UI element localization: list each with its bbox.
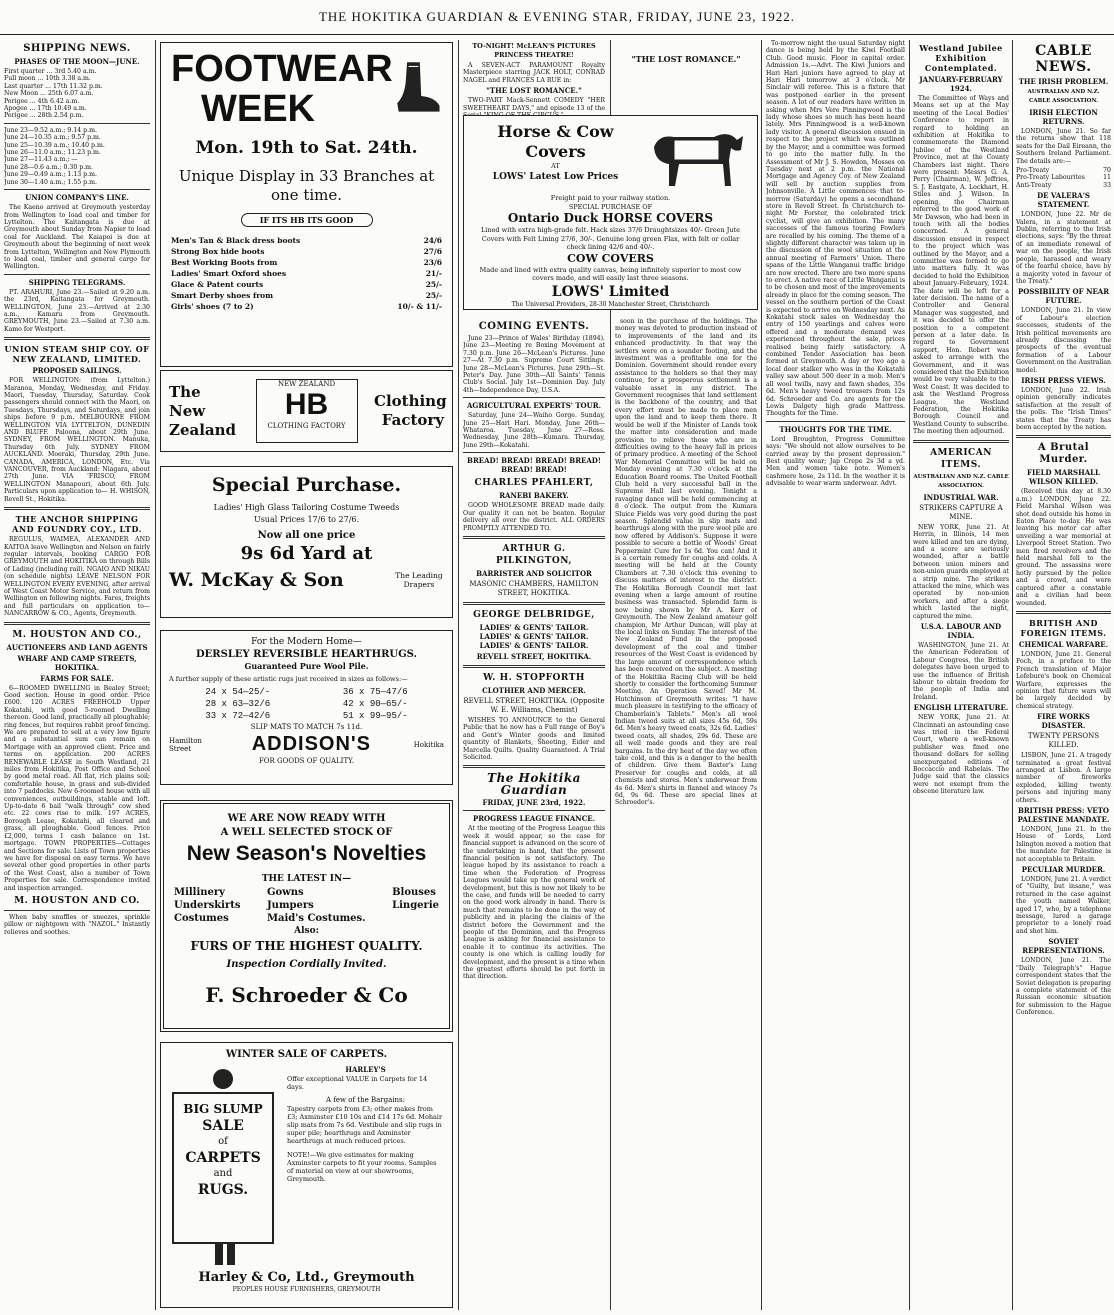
stopforth-sub: CLOTHIER AND MERCER. xyxy=(482,685,586,695)
addison-line1: DERSLEY REVERSIBLE HEARTHRUGS. xyxy=(196,649,417,660)
nz-brand-left: The New Zealand xyxy=(169,382,237,439)
nazol-text: When baby snuffles or sneezes, sprinkle pillow or nightgown with "NAZOL." Instantly relieves and soothes. xyxy=(4,913,150,936)
nz-brand-right: Clothing Factory xyxy=(374,392,447,429)
mckay-brand: W. McKay & Son xyxy=(169,569,344,591)
nz-clothing-ad xyxy=(160,370,453,452)
uss-title: UNION STEAM SHIP COY. OF NEW ZEALAND, LIMITED. xyxy=(4,344,150,365)
footwear-item: Ladies' Smart Oxford shoes 21/- xyxy=(171,269,442,278)
moon-phase-list xyxy=(4,68,150,120)
moon-row: First quarter ... 3rd 5.40 a.m. xyxy=(4,68,97,75)
schroeder-also: Also: xyxy=(294,926,319,936)
mckay-ad xyxy=(160,466,453,618)
election-results xyxy=(1016,167,1111,189)
footwear-item: Best Working Boots from 23/6 xyxy=(171,258,442,267)
moon-title: PHASES OF THE MOON—JUNE. xyxy=(14,57,140,66)
column-rule xyxy=(155,40,156,1310)
american-title: AMERICAN ITEMS. xyxy=(930,447,992,470)
moon-row: Apogee ... 17th 10.49 a.m. xyxy=(4,105,87,113)
addison-line2: Guaranteed Pure Wool Pile. xyxy=(244,661,369,671)
result-row: Anti-Treaty 33 xyxy=(1016,181,1111,189)
column-rule xyxy=(458,40,459,1310)
jubilee-text: The Committee of Ways and Means set up at the May meeting of the Local Bodies' Conference to report in regard to holding an exhibition at Hokitika to commemorate the Diamond Jubilee of the Westland Province, met at the County Chambers last night. There were present: Messrs G. A. Perry (Chairman), W. Jeffries, S. J. Eastgate, A. Lockhart, H. Stiles and J. Wilson. In opening, the Chairman referred to the good work of Mr Dawson, who had been in touch with all the bodies concerned. A general discussion ensued in respect to the project which was outlined by the Mayor, and a committee was formed to go into matters fully. It was decided to hold the Exhibition about January-February, 1924. The date will be left for a later decision. The name of a Controller and General Manager was suggested, and it was decided to offer the position to a competent person at a later date. In regard to Government support, Hon. Robert was asked to arrange with the Government, and it was considered that the Exhibition would be very valuable to the West Coast. It was decided to ask the Westland Progress League, the Westland Federation, the Hokitika Borough Council and Westland County to subscribe. The meeting then adjourned. xyxy=(913,95,1009,436)
tide-table xyxy=(4,127,150,186)
harley-offer: Offer exceptional VALUE in Carpets for 14 days. xyxy=(287,1075,428,1091)
column-6 xyxy=(913,40,1009,1310)
industrial-text: NEW YORK, June 21. At Herrin, in Illinois, 14 men were killed and ten are dying, and a score are seriously wounded, after a battle between union miners and non-union guards employed at a strip mine. The strikers attacked the mine, which was operated by non-union workers, and after a siege which lasted the night, captured the mine. xyxy=(913,523,1009,620)
moon-row: Last quarter ... 17th 11.32 p.m. xyxy=(4,82,103,90)
mckay-line1: Ladies' High Glass Tailoring Costume Tweeds xyxy=(213,503,400,512)
schroeder-title: New Season's Novelties xyxy=(186,842,427,865)
tide-row: June 29—0.49 a.m.; 1.13 p.m. xyxy=(4,171,97,179)
uss-text: FOR WELLINGTON: (from Lyttelton.) Maranoa, Monday, Wednesday, and Friday. Maori, Tuesday, Thursday, Saturday. Cook passengers should connect with the Maori, on Tuesdays, Thursdays, and Saturdays, and join ships before 9 p.m. MELBOURNE FROM WELLINGTON VIA LYTTELTON, DUNEDIN AND BLUFF. Paloona, about 29th June. SYDNEY, FROM WELLINGTON. Manuka, Thursday 6th July. SYDNEY FROM AUCKLAND. Moeraki, Thursday, 29th June. CANADA, AMERICA, LONDON, Etc. Via VANCOUVER, from Auckland: Niagara, about 27th June. VIA 'FRISCO, FROM WELLINGTON Manapouri, about 6th July. Particulars upon application to— H. WHISON, Revell St., Hokitika. xyxy=(4,377,150,503)
jubilee-sub: JANUARY-FEBRUARY 1924. xyxy=(919,75,1003,93)
election-title: IRISH ELECTION RETURNS. xyxy=(1029,108,1098,126)
baker-text: GOOD WHOLESOME BREAD made daily. Our quality it can not be beaten. Regular delivery all over the district. ALL ORDERS PROMPTLY ATTENDED TO. xyxy=(463,502,605,532)
schroeder-furs: FURS OF THE HIGHEST QUALITY. xyxy=(190,939,423,953)
mckay-line2: Usual Prices 17/6 to 27/6. xyxy=(253,515,360,524)
column-4-top xyxy=(615,40,757,112)
footwear-ad xyxy=(160,42,453,367)
footwear-item: Girls' shoes (7 to 2) 10/- & 11/- xyxy=(171,302,442,311)
tide-row: June 28—0.6 a.m.; 0.30 p.m. xyxy=(4,163,93,171)
delbridge-address: REVELL STREET, HOKITIKA. xyxy=(476,651,592,661)
murder-text: (Received this day at 8.30 a.m.) LONDON, June 22. Field Marshal Wilson was shot dead outside his home in Eaton Place to-day. He was leaving his motor car after unveiling a war memorial at Liverpool Street Station. Two men fired revolvers and the field marshal fell to the ground. The assassins were hotly pursued by the police and a crowd, and were captured after a constable and a civilian had been wounded. xyxy=(1016,488,1111,607)
mckay-line3: Now all one price xyxy=(257,530,356,541)
hb-logo: NEW ZEALAND HB CLOTHING FACTORY xyxy=(256,379,358,443)
footwear-dates: Mon. 19th to Sat. 24th. xyxy=(195,138,418,158)
horse-icon xyxy=(639,122,749,192)
theatre-header: TO-NIGHT! McLEAN'S PICTURES PRINCESS THEATRE! xyxy=(472,42,596,59)
schroeder-list-3: Blouses Lingerie xyxy=(392,887,439,911)
coming-events-title: COMING EVENTS. xyxy=(478,321,590,332)
harley-foot: PEOPLES HOUSE FURNISHERS, GREYMOUTH xyxy=(232,1286,381,1293)
agri-text: Saturday, June 24—Waiho Gorge. Sunday, June 25—Hari Hari. Monday, June 26th—Whataroa. Tuesday, June 27—Ross. Wednesday, June 28th—Kumara. Thursday, June 29th—Kokatahi. xyxy=(463,412,605,449)
fire-sub: TWENTY PERSONS KILLED. xyxy=(1027,732,1100,750)
tide-row: June 27—11.43 a.m.; — xyxy=(4,156,78,164)
irish-title: THE IRISH PROBLEM. xyxy=(1018,77,1109,86)
press-text: LONDON, June 22. Irish opinion generally indicates satisfaction at the result of the polls. The "Irish Times" states that the Treaty has been accepted by the nation. xyxy=(1016,386,1111,431)
schroeder-list-1: Millinery Underskirts Costumes xyxy=(174,887,241,924)
devalera-text: LONDON, June 22. Mr de Valera, in a statement at Dublin, referring to the Irish elections, says: "By the threat of an immediate renewal of war on the people, the Irish people, harassed and weary of the fearful choice, have by a majority voted in favour of the Treaty." xyxy=(1016,211,1111,285)
addison-town: Hokitika xyxy=(413,740,444,749)
union-title: UNION COMPANY'S LINE. xyxy=(25,193,129,203)
labour-title: U.S.A. LABOUR AND INDIA. xyxy=(920,621,1002,640)
schroeder-brand: F. Schroeder & Co xyxy=(205,983,408,1007)
addison-tag: FOR GOODS OF QUALITY. xyxy=(258,757,355,765)
progress-league-title: PROGRESS LEAGUE FINANCE. xyxy=(472,814,596,824)
footwear-item: Strong Box hide boots 27/6 xyxy=(171,247,442,256)
stopforth-text: WISHES TO ANNOUNCE to the General Public that he now has a Full range of Boy's and Gent's Winter goods and limited quantity of Blankets, Sheeting, Eider and Marcella Quilts. Quality Guaranteed. A Trial Solicited. xyxy=(463,716,605,761)
footwear-title: FOOTWEAR xyxy=(171,48,393,90)
pilkington-title: ARTHUR G. PILKINGTON, xyxy=(495,543,573,566)
harley-sub: HARLEY'S xyxy=(345,1065,386,1074)
literature-text: NEW YORK, June 21. At Cincinnati an astounding case was tried in the Federal Court, where a well-known publisher was fined one thousand dollars for selling unexpurgated editions of Boccaccio and Rabelais. The Judge said that the classics were not exempt from the obscene literature law. xyxy=(913,714,1009,796)
result-row: Pro-Treaty 70 xyxy=(1016,167,1111,175)
bfi-title: BRITISH AND FOREIGN ITEMS. xyxy=(1020,617,1107,638)
column-3-lower xyxy=(463,318,605,1308)
schroeder-invite: Inspection Cordially Invited. xyxy=(226,959,387,970)
murder-sub: FIELD MARSHALL WILSON KILLED. xyxy=(1027,468,1100,487)
literature-title: ENGLISH LITERATURE. xyxy=(913,703,1009,713)
houston-signature: M. HOUSTON AND CO. xyxy=(14,895,140,906)
horse-title-2: Covers xyxy=(525,142,586,161)
future-text: LONDON, June 21. In view of Labour's election successes, students of the Irish political movements are already discussing the prospects of the eventual formation of a Labour Government on the Australian model. xyxy=(1016,307,1111,374)
rug-sizes-left: 24 x 54—25/- 28 x 63—32/6 33 x 72—42/6 xyxy=(205,687,271,721)
chem-text: LONDON, June 21. General Foch, in a preface to the French translation of Major Lefebure's book on Chemical Warfare, expresses the opinion that future wars will be largely decided by chemical strategy. xyxy=(1016,650,1111,710)
schroeder-ad xyxy=(160,800,453,1032)
houston-address: WHARF AND CAMP STREETS, HOKITIKA. xyxy=(17,653,137,672)
schroeder-list-2: Gowns Jumpers Maid's Costumes. xyxy=(266,887,366,924)
palestine-title: BRITISH PRESS: VETO PALESTINE MANDATE. xyxy=(1017,806,1110,824)
telegrams-title: SHIPPING TELEGRAMS. xyxy=(28,277,126,287)
slump-sign: BIG SLUMP SALE of CARPETS and RUGS. xyxy=(169,1065,279,1270)
thoughts-text: Lord Broughton, Progress Committee says: "We should not allow ourselves to be carried away by the present depression." Best quality wear; Jap Crepe 2s 3d a yd. Men and women take note. Women's cashmere hose, 2s 11d. In the weather it is advisable to wear warm underwear. Advt. xyxy=(766,435,905,488)
election-text: LONDON, June 21. So far the returns show that 118 seats for the Dail Eireann, the Southern Ireland Parliament. The details are:— xyxy=(1016,128,1111,165)
agri-title: AGRICULTURAL EXPERTS' TOUR. xyxy=(466,401,602,411)
rug-sizes-right: 36 x 75—47/6 42 x 90—65/- 51 x 99—95/- xyxy=(342,687,408,721)
fire-text: LISBON, June 21. A tragedy terminated a great festival arranged at Lisbon. A large number of fireworks exploded, killing twenty persons and injuring many others. xyxy=(1016,752,1111,804)
horse-cover-ad: Horse & Cow Covers AT LOWS' Latest Low Prices Freight paid to your railway station. SPECIAL PURCHASE OF Ontario Duck HORSE COVERS Lined with extra high-grade felt. Hack sizes 37/6 Draughtsizes 40/- Green Jute Covers with Felt Lining 27/6, 30/-. Genuine long green Flax, with felt or collar check lining 42/6 and 40/-. COW COVERS Made and lined with extra quality canvas, being infinitely superior to most cow covers made, and will easily last three seasons. LOWS' Limited The Universal Providers, 28-30 Manchester Street, Christchurch xyxy=(463,115,758,310)
footwear-title-2: WEEK xyxy=(201,88,315,130)
progress-league-text: At the meeting of the Progress League this week it would appear, so the case for financial support is advanced on the score of the undertaking in hand, that the present financial position is not satisfactory. The league hoped by its assistance to reach a time when the Federation of Progress Leagues would take up the general work of development, but this is now not likely to be the case, and funds will be needed to carry on the good work already in hand. There is much that remains to be done in the way of publicity and in placing the claims of the district before the Government and the people of the Dominion, and the Progress League is asking for financial assistance to enable it to continue its activities. The county is one which is calling loudly for development, and the present is a time when the greatest efforts should be put forth in that direction. xyxy=(463,825,605,981)
mckay-tag: The Leading Drapers xyxy=(395,571,443,589)
stopforth-title: W. H. STOPFORTH xyxy=(483,672,585,683)
american-sub: AUSTRALIAN AND N.Z. CABLE ASSOCIATION. xyxy=(913,473,1009,489)
houston-sub: AUCTIONEERS AND LAND AGENTS xyxy=(6,642,148,652)
addison-location: Hamilton Street xyxy=(169,736,202,753)
cable-title: CABLE NEWS. xyxy=(1035,43,1092,75)
houston-title: M. HOUSTON AND CO., xyxy=(12,629,142,640)
peculiar-text: LONDON, June 21. A verdict of "Guilty, but insane," was returned in the case against the youth named Walker, aged 17, who, by a telephone message, lured a garage proprietor to a lonely road and shot him. xyxy=(1016,876,1111,935)
addison-brand: ADDISON'S xyxy=(251,733,372,755)
hb-logo-mark: HB xyxy=(284,388,329,421)
lost-romance-1: "THE LOST ROMANCE." xyxy=(486,86,582,96)
moon-row: Perigee ... 28th 2.54 p.m. xyxy=(4,112,84,120)
schroeder-latest: THE LATEST IN— xyxy=(261,874,352,884)
theatre-sub: A SEVEN-ACT PARAMOUNT Royalty Masterpiece starring JACK HOLT, CONRAD NAGEL and FRANCES LA RUE in: xyxy=(463,62,605,84)
boot-icon xyxy=(393,49,442,129)
delbridge-title: GEORGE DELBRIDGE, xyxy=(473,609,595,620)
schroeder-line1: WE ARE NOW READY WITH xyxy=(227,813,386,824)
pilkington-sub: BARRISTER AND SOLICITOR xyxy=(476,568,592,578)
masthead: THE HOKITIKA GUARDIAN & EVENING STAR, FRIDAY, JUNE 23, 1922. xyxy=(0,0,1114,35)
tide-row: June 26—11.0 a.m.; 11.23 p.m. xyxy=(4,149,101,157)
harley-brand: Harley & Co, Ltd., Greymouth xyxy=(198,1270,415,1285)
bread-banner: BREAD! BREAD! BREAD! BREAD! BREAD! BREAD! xyxy=(467,456,601,475)
column-rule xyxy=(1012,40,1013,1310)
labour-text: WASHINGTON, June 21. At the American Federation of Labour Congress, the British delegates have been urged to use the influence of British labour to obtain freedom for the people of India and Ireland. xyxy=(913,641,1009,701)
chem-title: CHEMICAL WARFARE. xyxy=(1018,639,1109,649)
coming-events-text: June 23—Prince of Wales' Birthday (1894). June 23—Meeting re Boxing Movement at 7.30 p.m. June 26—McLean's Pictures. June 27—At 7.30 p.m. Supreme Court Sittings. June 28—McLean's Pictures. June 29th—St. Peter's Day. June 30th—All Saints' Tennis Club's Social. July 1st—Dominion Day. July 4th—Independence Day, U.S.A. xyxy=(463,335,605,394)
baker-sub: RANEBI BAKERY. xyxy=(499,491,569,501)
shipping-title: SHIPPING NEWS. xyxy=(23,43,131,54)
delbridge-text: LADIES' & GENTS' TAILOR. LADIES' & GENTS' TAILOR. LADIES' & GENTS' TAILOR. xyxy=(479,622,589,650)
mckay-price: 9s 6d Yard at xyxy=(240,543,373,564)
jubilee-title: Westland Jubilee Exhibition Contemplated. xyxy=(919,43,1003,73)
thoughts-title: THOUGHTS FOR THE TIME. xyxy=(779,424,892,434)
peculiar-title: PECULIAR MURDER. xyxy=(1021,865,1106,875)
addison-ad xyxy=(160,630,453,785)
result-row: Pro-Treaty Labourites 11 xyxy=(1016,174,1111,182)
column-cable xyxy=(1016,40,1111,1310)
anchor-text: REGULUS, WAIMEA, ALEXANDER AND KAITOA leave Wellington and Nelson on fairly regular intervals, booking CARGO FOR GREYMOUTH and HOKITIKA on through Bills of Lading (including rail). NGAIO AND NIKAU (on schedule nights) LEAVE NELSON FOR WELLINGTON EVERY EVENING, after arrival of West Coast Motor Service, and return from Wellington on following nights. Fares, freights and full particulars on application to— NANCARROW & CO., Agents, Greymouth. xyxy=(4,536,150,618)
moon-row: Full moon ... 10th 3.38 a.m. xyxy=(4,75,91,83)
harley-items: Tapestry carpets from £3; other makes from £3; Axminster £10 10s and £14 17s 6d. Mohair slip mats from 7s 6d. Vestibule and slip rugs in super pile; hearthrugs and Axminster hearthrugs at much reduced prices. xyxy=(287,1105,443,1145)
stopforth-address: REVELL STREET, HOKITIKA. (Opposite W. E. Williams, Chemist) xyxy=(463,696,605,714)
mckay-title: Special Purchase. xyxy=(211,474,402,496)
moon-row: Perigee ... 4th 6.42 a.m. xyxy=(4,97,80,105)
pilkington-address: MASONIC CHAMBERS, HAMILTON STREET, HOKITIKA. xyxy=(469,579,599,597)
harley-title: WINTER SALE OF CARPETS. xyxy=(225,1049,388,1060)
footwear-display: Unique Display in 33 Branches at one time. xyxy=(178,167,435,204)
tide-row: June 25—10.39 a.m.; 10.40 p.m. xyxy=(4,141,105,149)
uss-sub: PROPOSED SAILINGS. xyxy=(32,366,122,376)
lost-romance-2: "THE LOST ROMANCE." xyxy=(631,54,741,64)
palestine-text: LONDON, June 21. In the House of Lords, Lord Islington moved a motion that the mandate for Palestine is not acceptable to Britain. xyxy=(1016,826,1111,863)
theatre-sub-2: TWO-PART Mack-Sennett COMEDY "HER SWEETHEART DAYS," and episode 13 of the xyxy=(463,97,605,112)
hb-badge: IF ITS HB ITS GOOD xyxy=(241,213,373,227)
harley-ad xyxy=(160,1042,453,1308)
column-shipping xyxy=(4,40,150,1310)
press-title: IRISH PRESS VIEWS. xyxy=(1021,375,1106,385)
soviet-text: LONDON, June 21. The "Daily Telegraph's" Hague correspondent states that the Soviet delegation is preparing a complete statement of the Russian economic situation for submission to the Hague Conference. xyxy=(1016,957,1111,1017)
column-4 xyxy=(615,318,757,1308)
column-5 xyxy=(766,40,905,1310)
union-text: The Kaeno arrived at Greymouth yesterday from Wellington to load coal and timber for Lyttelton. The Kaitangata is due at Greymouth about Sunday from Napier to load coal for Auckland. The Kaiapoi is due at Greymouth about the beginning of next week from Lyttelton, Wellington and New Plymouth to load coal, timber and general cargo for Wellington. xyxy=(4,204,150,271)
column-5-text: To-morrow night the usual Saturday night dance is being held by the Kiwi Football Club. Good music. Floor in capital order. Admission 1s.—Advt. The Kiwi Juniors and Hari Hari juniors have agreed to play at Hari Hari tomorrow at 3 o'clock. Mr Sinclair will referee. This is a fixture that was postponed earlier in the present season. A lot of our readers have written in asking when Mrs Vere Pinningwood is the lady whose shoes so much has been heard lately. Mrs Pinningwood is a well-known lady visitor. A general discussion ensued in respect to the project which was outlined by the Mayor, and a committee was formed to go into the matter fully. In the Assessment of Mr J. S. Howdon, Mosses on Tuesday next at 2 p.m. the National Mortgage and Agency Coy. of New Zealand will sell by auction supplies from Johnsonville. A Little commences that to-morrow (Saturday) he opens a secondhand store in Revell Street. In Christchurch to-night Mr Forster, the celebrated trick cyclist, will give an exhibition. The many successes of the famous touring Fowlers are recalled by his coming. The theme of a slightly different character was taken up in the discussion of the wool situation at the annual meeting of Farmers' Union. There spans of the Little Wanganui traffic bridge are now erected. There are two more spans to erect. A native race of Little Wanganui is to be chosen and most of the improvements already in place for the coming season. The vessel on the southern portion of the Coast is expected to arrive on Wednesday next. As Kokatahi stock sales on Wednesday the entry of 150 yearlings and calves were offered and a moderate demand was experienced throughout the sale, prices realised being fairly satisfactory. A combined Tender Association has been formed at Greymouth. A day or two ago a local deer stalker who was in the Kokatahi valley saw about 500 deer in a mob. Men's all wool twills, navy and fawn shades, 35s 6d. Men's heavy tweed trousers from 12s 6d. Schroeder and Co. are agents for the Lewis Dalgety high grade Mattress. Thoughts for the Time. xyxy=(766,40,905,418)
harley-note: NOTE!—We give estimates for making Axminster carpets to fit your rooms. Samples of material on view at our showrooms, Greymouth. xyxy=(287,1151,437,1183)
future-title: POSSIBILITY OF NEAR FUTURE. xyxy=(1017,287,1110,306)
tide-row: June 24—10.35 a.m.; 9.57 p.m. xyxy=(4,134,101,142)
footwear-item: Glace & Patent courts 25/- xyxy=(171,280,442,289)
paper-date: FRIDAY, JUNE 23rd, 1922. xyxy=(482,798,586,808)
soviet-title: SOVIET REPRESENTATIONS. xyxy=(1022,937,1105,956)
devalera-title: DE VALERA'S STATEMENT. xyxy=(1037,191,1090,210)
tide-row: June 23—9.52 a.m.; 9.14 p.m. xyxy=(4,126,97,134)
paper-title: The Hokitika Guardian xyxy=(487,771,581,798)
anchor-title: THE ANCHOR SHIPPING AND FOUNDRY COY., LTD. xyxy=(12,514,142,535)
addison-line3: A further supply of these artistic rugs just received in sizes as follows:— xyxy=(169,675,408,683)
farms-text: 6—ROOMED DWELLING in Bealey Street; Good section. House in good order. Price £600. 120 ACRES FREEHOLD Upper Kokatahi, with good 5-roomed Dwelling thereon. Good land, practically all ploughable; ring fences, but requires rabbit proof fencing. We are prepared to sell at a very low figure and a substantial sum can remain on Mortgage with an approved client. Price and terms on application. 200 ACRES RENEWABLE LEASE in South Westland, 21 miles from Hokitika, Post Office and School by good metal road. All flat, rich plains soil; comfortable house, in grass and sub-divided into 7 paddocks. New 6-roomed house with all conveniences, outbuildings, stable and loft. Up-to-date 6 bail "walk through" cow shed etc. 22 cows rise to milk. 197 ACRES, Borough Lease, Kokatahi, all cleared and grass, all ploughable. Good fences. Price £2,000, terms 1 cash balance on 1st. mortgage. TOWN PROPERTIES—Cottages and Sections for sale. Lists of Town properties we have for disposal on easy terms. We have several other good properties in other parts of the West Coast, also a number of Town Properties for sale. Correspondence invited and inspection arranged. xyxy=(4,684,150,892)
murder-title: A Brutal Murder. xyxy=(1037,442,1090,466)
footwear-item: Smart Derby shoes from 25/- xyxy=(171,291,442,300)
farms-title: FARMS FOR SALE. xyxy=(40,673,114,683)
tide-row: June 30—1.40 a.m.; 1.55 p.m. xyxy=(4,178,97,186)
horse-title: Horse & Cow xyxy=(497,122,614,141)
moon-row: New Moon ... 25th 6.07 a.m. xyxy=(4,90,94,98)
telegrams-text: PT. ARAHURI, June 23.—Sailed at 9.20 a.m. the 23rd, Kaitangata for Greymouth. WELLINGTON, June 23.—Arrived at 2.30 a.m., Kamaru from Greymouth. GREYMOUTH, June 23.—Sailed at 7.30 a.m. Kamo for Westport. xyxy=(4,288,150,333)
irish-sub: AUSTRALIAN AND N.Z. CABLE ASSOCIATION. xyxy=(1027,89,1100,104)
column-rule xyxy=(909,40,910,1310)
harley-few: A few of the Bargains: xyxy=(326,1096,405,1104)
baker-title: CHARLES PFAHLERT, xyxy=(474,478,594,489)
addison-mats: SLIP MATS TO MATCH 7s 11d. xyxy=(250,723,363,731)
fire-title: FIRE WORKS DISASTER. xyxy=(1037,712,1090,731)
schroeder-line2: A WELL SELECTED STOCK OF xyxy=(220,827,393,838)
industrial-sub: STRIKERS CAPTURE A MINE. xyxy=(919,503,1003,521)
addison-title: For the Modern Home— xyxy=(251,637,362,647)
footwear-item: Men's Tan & Black dress boots 24/6 xyxy=(171,236,442,245)
column-4-text: soon in the purchase of the holdings. The money was devoted to production instead of to improvements of the land and its enhanced productivity. In that way the settlers were on a sounder footing, and the investment was a profitable one for the Dominion. Government should render every assistance to the holders so that they may continue, for a prosperous settlement is a valuable asset in any district. The Government recognises that land settlement is the backbone of the country, and that every effort must be made to place men upon the land and to keep them there. It would be well if the Minister of Lands took the matter into consideration and made provision to relieve those who are in difficulties owing to the heavy fall in prices of primary produce. A meeting of the School War Memorial Committee will be held on Monday evening at 7.30 o'clock at the Education Board rooms. The United Football Club held a very successful ball in the Supreme Hall last evening. Tonight a ravaging dance will be held commencing at 8 o'clock. The output from the Kumara Sluice Fields was very good during the past season. Splendid value in slip mats and hearthrugs along with the pure wool pile are now offered by Addison's. Suppose it were possible to secure a bottle of Woods' Great Peppermint Cure for 1s 6d. You can! And it is a certain remedy for coughs and colds. A meeting will be held at the County Chambers at 7.30 o'clock this evening to discuss matters of interest to the district. The Hokitika Borough Council met last evening when a large amount of routine business was transacted. Splendid farm is now being shown by Mr A. Kerr of Greymouth. The New Zealand amateur golf champion, Mr Arthur Duncan, will play at the local links on Sunday. The interest of the New Zealand Fund in the proposed development of the coal and timber resources of the West Coast is evidenced by the large amount of correspondence which has been received on the subject. A meeting of the Hokitika Racing Club will be held shortly to consider the forthcoming Summer Meeting. An Operation Saved! Mr M. Hutchinson of Greymouth writes: "I have much pleasure in testifying to the efficacy of Chamberlain's Tablets." Men's all wool Indian tweed suits at all sizes 45s 6d, 59s 6d. Men's heavy tweed coats, 32s 6d. Ladies' tweed coats, all shades, 29s 6d. These are all well made goods and they are real bargains. In the dry heat of the day we often take cold, and this is a danger to the health of children. Give them Baxter's Lung Preserver for coughs and colds, at all chemists and stores. Men's underwear from 4s 6d. Men's shirts in flannel and wincey 7s 6d, 9s 6d. These are special lines at Schroeder's. xyxy=(615,318,757,807)
industrial-title: INDUSTRIAL WAR. xyxy=(923,492,999,502)
column-rule xyxy=(761,40,762,1310)
